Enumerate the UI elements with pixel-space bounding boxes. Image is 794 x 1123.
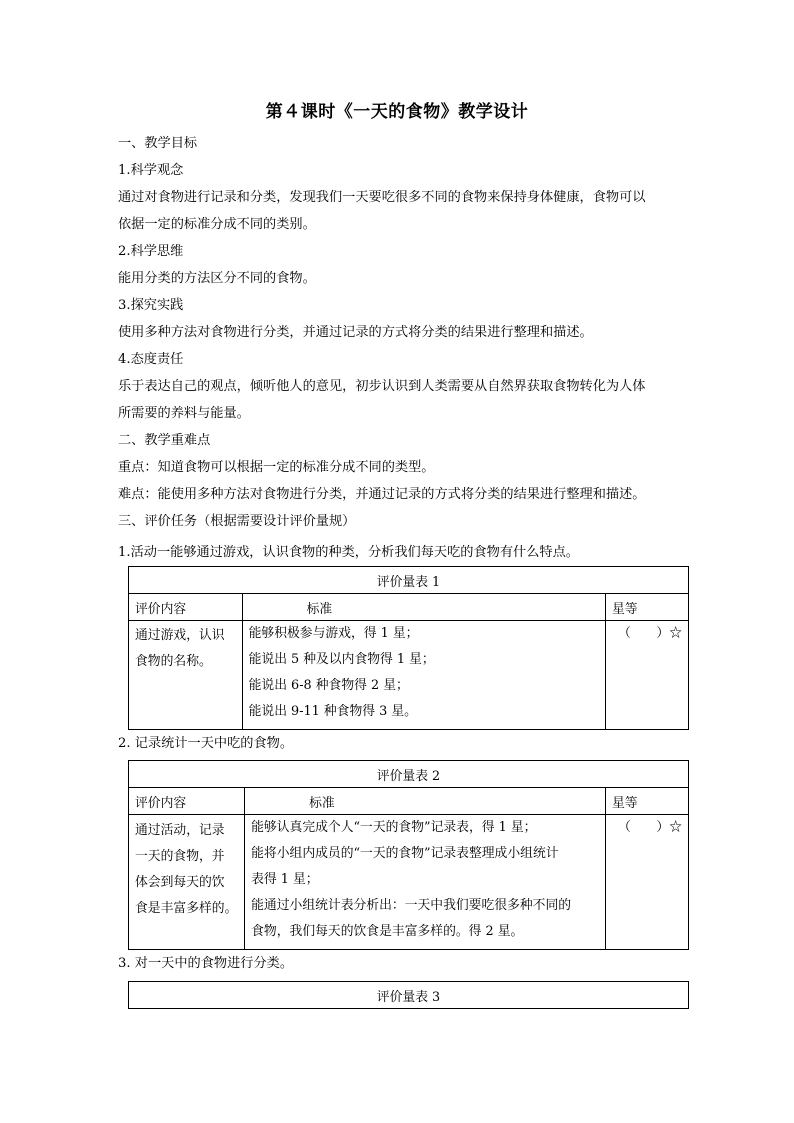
difficult-point: 难点：能使用多种方法对食物进行分类，并通过记录的方式将分类的结果进行整理和描述。	[118, 487, 646, 502]
rubric-table-1	[128, 566, 689, 730]
goal-text: 乐于表达自己的观点，倾听他人的意见，初步认识到人类需要从自然界获取食物转化为人体	[118, 379, 646, 394]
goal-text: 使用多种方法对食物进行分类，并通过记录的方式将分类的结果进行整理和描述。	[118, 325, 593, 340]
standard-line: 表得 1 星；	[251, 872, 319, 887]
table-caption: 评价量表 3	[129, 982, 689, 1009]
column-header-content: 评价内容	[129, 594, 243, 621]
document-title: 第４课时《一天的食物》教学设计	[265, 102, 529, 122]
content-line: 一天的食物，并	[135, 849, 225, 864]
goal-label: 3.探究实践	[118, 298, 184, 313]
key-point: 重点：知道食物可以根据一定的标准分成不同的类型。	[118, 460, 435, 475]
goal-label: 2.科学思维	[118, 244, 184, 259]
goal-text: 通过对食物进行记录和分类，发现我们一天要吃很多不同的食物来保持身体健康，食物可以	[118, 190, 646, 205]
standard-line: 能够积极参与游戏，得 1 星；	[248, 626, 419, 641]
rating-cell	[606, 815, 689, 950]
column-header-rating: 星等	[606, 788, 689, 815]
standard-line: 能将小组内成员的“一天的食物”记录表整理成小组统计	[251, 846, 559, 861]
rubric-table-3	[128, 981, 689, 1009]
content-line: 通过游戏，认识	[135, 628, 225, 643]
activity-intro: 1.活动一能够通过游戏，认识食物的种类，分析我们每天吃的食物有什么特点。	[118, 545, 579, 560]
standard-cell	[242, 621, 605, 730]
rubric-table-2	[128, 760, 689, 950]
content-line: 食是丰富多样的。	[135, 901, 238, 916]
standard-line: 能说出 6-8 种食物得 2 星；	[248, 678, 409, 693]
section-heading-assessment: 三、评价任务（根据需要设计评价量规）	[118, 514, 356, 529]
content-line: 体会到每天的饮	[135, 875, 225, 890]
rating-cell	[606, 621, 689, 730]
content-cell	[129, 621, 243, 730]
table-caption: 评价量表 1	[129, 567, 689, 594]
star-rating: （ ）☆	[618, 626, 682, 641]
goal-label: 4.态度责任	[118, 352, 184, 367]
column-header-standard: 标准	[245, 788, 606, 815]
activity-intro: 3. 对一天中的食物进行分类。	[118, 956, 294, 971]
content-line: 食物的名称。	[135, 654, 212, 669]
star-rating: （ ）☆	[618, 820, 682, 835]
goal-text: 所需要的养料与能量。	[118, 406, 250, 421]
standard-cell	[245, 815, 606, 950]
standard-line: 能通过小组统计表分析出：一天中我们要吃很多种不同的	[251, 898, 572, 913]
goal-label: 1.科学观念	[118, 163, 184, 178]
column-header-rating: 星等	[606, 594, 689, 621]
content-cell	[129, 815, 245, 950]
goal-text: 依据一定的标准分成不同的类别。	[118, 217, 316, 232]
content-line: 通过活动，记录	[135, 823, 225, 838]
activity-intro: 2. 记录统计一天中吃的食物。	[118, 736, 294, 751]
standard-line: 能说出 5 种及以内食物得 1 星；	[248, 652, 435, 667]
section-heading-key-points: 二、教学重难点	[118, 433, 211, 448]
document-body	[118, 130, 688, 1009]
column-header-standard: 标准	[242, 594, 605, 621]
column-header-content: 评价内容	[129, 788, 245, 815]
standard-line: 食物，我们每天的饮食是丰富多样的。得 2 星。	[251, 924, 524, 939]
section-heading-goals: 一、教学目标	[118, 136, 198, 151]
table-caption: 评价量表 2	[129, 761, 689, 788]
standard-line: 能够认真完成个人“一天的食物”记录表，得 1 星；	[251, 820, 537, 835]
standard-line: 能说出 9-11 种食物得 3 星。	[248, 704, 417, 719]
goal-text: 能用分类的方法区分不同的食物。	[118, 271, 316, 286]
